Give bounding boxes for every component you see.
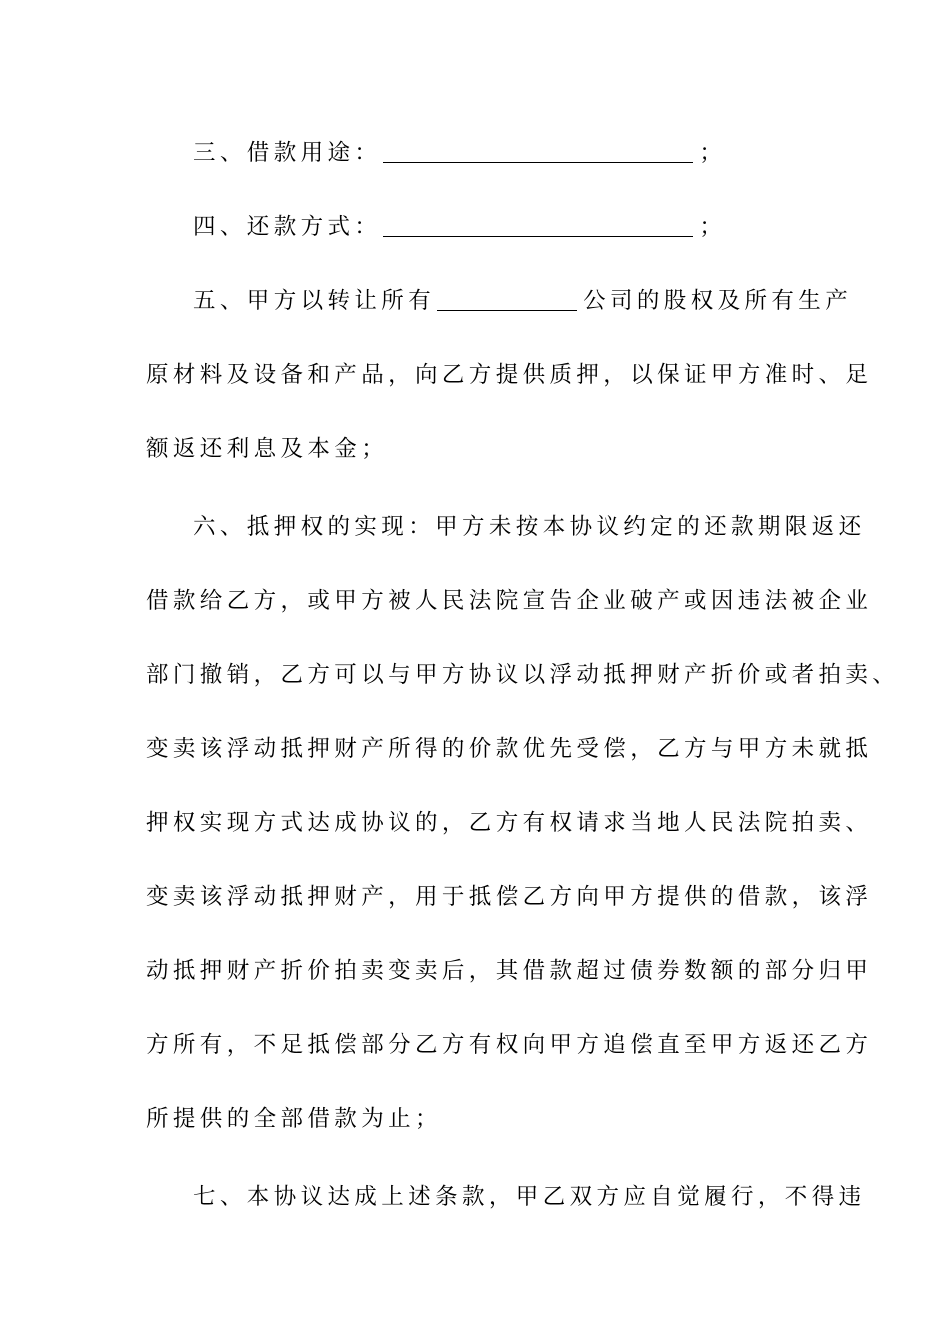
clause-6-line-3: 部门撤销，乙方可以与甲方协议以浮动抵押财产折价或者拍卖、 — [146, 662, 900, 688]
clause-5-text-a: 五、甲方以转让所有 — [193, 288, 436, 314]
clause-3-label: 三、借款用途： — [193, 140, 382, 166]
clause-5-line-3: 额返还利息及本金； — [146, 436, 389, 462]
clause-6-line-6: 变卖该浮动抵押财产，用于抵偿乙方向甲方提供的借款，该浮 — [146, 884, 873, 910]
clause-6-line-8: 方所有，不足抵偿部分乙方有权向甲方追偿直至甲方返还乙方 — [146, 1032, 873, 1058]
clause-6-line-7: 动抵押财产折价拍卖变卖后，其借款超过债券数额的部分归甲 — [146, 958, 873, 984]
company-name-blank — [437, 288, 577, 311]
clause-5-line-1 — [193, 286, 873, 316]
clause-4-end: ； — [699, 214, 727, 240]
clause-4-label: 四、还款方式： — [193, 214, 382, 240]
clause-3-end: ； — [699, 140, 727, 166]
clause-6-line-5: 押权实现方式达成协议的，乙方有权请求当地人民法院拍卖、 — [146, 810, 873, 836]
clause-7-line-1: 七、本协议达成上述条款，甲乙双方应自觉履行，不得违 — [193, 1184, 866, 1210]
clause-5-line-2: 原材料及设备和产品，向乙方提供质押，以保证甲方准时、足 — [146, 362, 873, 388]
loan-purpose-blank — [383, 140, 693, 163]
clause-6-line-1: 六、抵押权的实现：甲方未按本协议约定的还款期限返还 — [193, 514, 866, 540]
repayment-method-blank — [383, 214, 693, 237]
clause-3-line — [193, 138, 873, 168]
clause-6-line-9: 所提供的全部借款为止； — [146, 1106, 442, 1132]
clause-6-line-2: 借款给乙方，或甲方被人民法院宣告企业破产或因违法被企业 — [146, 588, 873, 614]
clause-6-line-4: 变卖该浮动抵押财产所得的价款优先受偿，乙方与甲方未就抵 — [146, 736, 873, 762]
clause-5-text-b: 公司的股权及所有生产 — [583, 288, 853, 314]
clause-4-line — [193, 212, 873, 242]
